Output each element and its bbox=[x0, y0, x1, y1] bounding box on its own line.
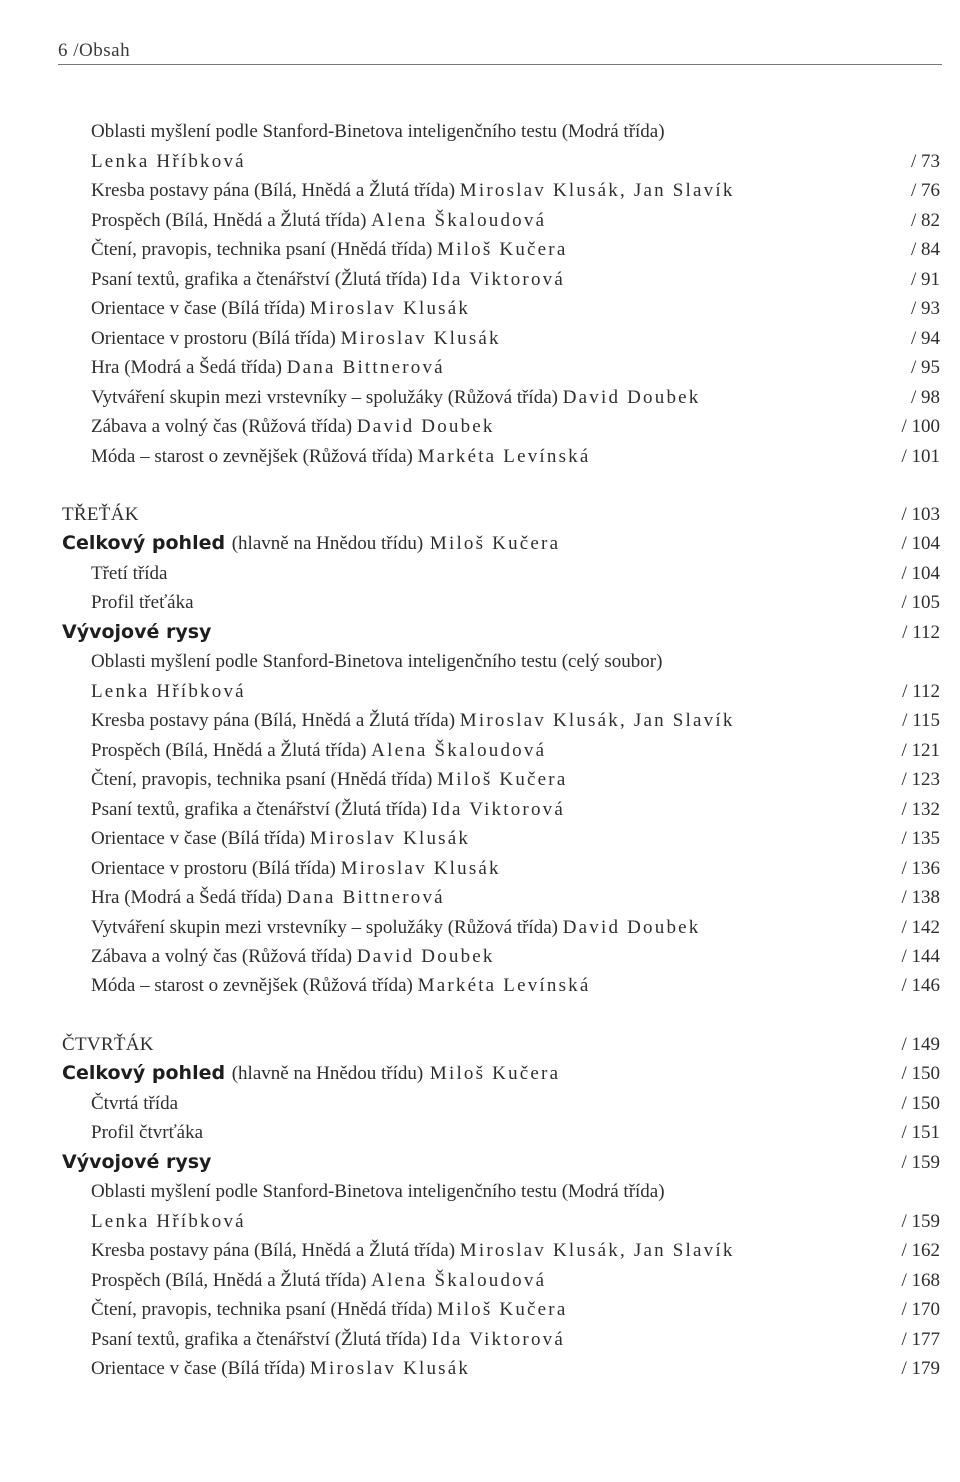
toc-entry-title: Prospěch (Bílá, Hnědá a Žlutá třída) bbox=[91, 1270, 367, 1291]
toc-entry-title: Zábava a volný čas (Růžová třída) bbox=[91, 946, 353, 967]
toc-entry-author: Miroslav Klusák bbox=[309, 1358, 471, 1379]
toc-entry-page: / 84 bbox=[910, 239, 940, 260]
toc-entry-author: Alena Škaloudová bbox=[371, 740, 547, 761]
toc-entry-page: / 94 bbox=[910, 328, 940, 349]
toc-entry-page: / 177 bbox=[901, 1329, 940, 1350]
toc-entry-page: / 168 bbox=[901, 1270, 940, 1291]
toc-entry[interactable] bbox=[0, 1295, 960, 1324]
toc-entry-author: Lenka Hříbková bbox=[91, 681, 246, 702]
page-header bbox=[58, 40, 942, 65]
toc-entry[interactable] bbox=[0, 442, 960, 471]
toc-entry-page: / 95 bbox=[910, 357, 940, 378]
toc-entry-page: / 105 bbox=[901, 592, 940, 613]
toc-entry[interactable] bbox=[0, 117, 960, 146]
toc-entry-title: Vytváření skupin mezi vrstevníky – spolužáky (Růžová třída) bbox=[91, 387, 558, 408]
toc-entry-page: / 91 bbox=[910, 269, 940, 290]
toc-entry-page: / 100 bbox=[901, 416, 940, 437]
toc-entry-page: / 151 bbox=[901, 1122, 940, 1143]
toc-entry-title: Hra (Modrá a Šedá třída) bbox=[91, 887, 282, 908]
toc-entry-title: Zábava a volný čas (Růžová třída) bbox=[91, 416, 353, 437]
toc-chapter[interactable] bbox=[0, 529, 960, 558]
toc-entry-page: / 101 bbox=[901, 446, 940, 467]
toc-entry-title: Psaní textů, grafika a čtenářství (Žlutá třída) bbox=[91, 799, 428, 820]
toc-chapter-title: Vývojové rysy bbox=[62, 1151, 212, 1173]
toc-entry[interactable] bbox=[0, 559, 960, 588]
toc-chapter[interactable] bbox=[0, 618, 960, 647]
toc-entry-page: / 135 bbox=[901, 828, 940, 849]
toc-entry-author: Miroslav Klusák bbox=[340, 328, 501, 349]
toc-chapter-subtitle: (hlavně na Hnědou třídu) bbox=[231, 1063, 424, 1084]
toc-section-heading[interactable] bbox=[0, 500, 960, 529]
toc-entry[interactable] bbox=[0, 176, 960, 205]
toc-entry[interactable] bbox=[0, 913, 960, 942]
toc-entry-author: Markéta Levínská bbox=[417, 975, 591, 996]
toc-entry-page: / 144 bbox=[901, 946, 940, 967]
toc-entry-page: / 136 bbox=[901, 858, 940, 879]
toc-entry-author: Miroslav Klusák bbox=[309, 298, 471, 319]
toc-entry-author: Lenka Hříbková bbox=[91, 151, 246, 172]
toc-entry[interactable] bbox=[0, 265, 960, 294]
toc-entry-page: / 115 bbox=[902, 710, 940, 731]
toc-section-title: ČTVRŤÁK bbox=[62, 1034, 154, 1055]
toc-entry[interactable] bbox=[0, 206, 960, 235]
toc-entry[interactable] bbox=[0, 235, 960, 264]
toc-entry-title: Kresba postavy pána (Bílá, Hnědá a Žlutá třída) bbox=[91, 180, 456, 201]
toc-entry-title: Oblasti myšlení podle Stanford-Binetova inteligenčního testu (celý soubor) bbox=[91, 651, 663, 672]
toc-chapter-title: Celkový pohled bbox=[62, 1062, 226, 1084]
toc-entry[interactable] bbox=[0, 736, 960, 765]
toc-entry-page: / 98 bbox=[910, 387, 940, 408]
toc-section-heading[interactable] bbox=[0, 1030, 960, 1059]
toc-chapter[interactable] bbox=[0, 1059, 960, 1088]
toc-entry[interactable] bbox=[0, 942, 960, 971]
toc-entry[interactable] bbox=[0, 883, 960, 912]
toc-entry-page: / 179 bbox=[901, 1358, 940, 1379]
toc-entry-page: / 112 bbox=[902, 622, 940, 643]
toc-entry-title: Orientace v čase (Bílá třída) bbox=[91, 828, 306, 849]
toc-entry-author: David Doubek bbox=[356, 416, 495, 437]
toc-entry[interactable] bbox=[0, 765, 960, 794]
toc-entry[interactable] bbox=[0, 1236, 960, 1265]
toc-entry-author: Miroslav Klusák bbox=[309, 828, 471, 849]
toc-entry-author: Miloš Kučera bbox=[437, 1299, 568, 1320]
toc-entry-author: Lenka Hříbková bbox=[91, 1211, 246, 1232]
toc-chapter-title: Celkový pohled bbox=[62, 532, 226, 554]
toc-entry[interactable] bbox=[0, 383, 960, 412]
toc-chapter-subtitle: (hlavně na Hnědou třídu) bbox=[231, 533, 424, 554]
toc-entry[interactable] bbox=[0, 147, 960, 176]
toc-entry-title: Móda – starost o zevnějšek (Růžová třída) bbox=[91, 975, 413, 996]
toc-entry[interactable] bbox=[0, 1354, 960, 1383]
toc-entry-author: Ida Viktorová bbox=[431, 1329, 565, 1350]
toc-entry[interactable] bbox=[0, 588, 960, 617]
toc-entry-page: / 104 bbox=[901, 533, 940, 554]
toc-entry-page: / 170 bbox=[901, 1299, 940, 1320]
toc-section-title: TŘEŤÁK bbox=[62, 504, 139, 525]
toc-entry-title: Třetí třída bbox=[91, 563, 168, 584]
toc-entry-page: / 142 bbox=[901, 917, 940, 938]
toc-entry-title: Orientace v prostoru (Bílá třída) bbox=[91, 328, 336, 349]
toc-entry[interactable] bbox=[0, 1177, 960, 1206]
toc-entry-title: Oblasti myšlení podle Stanford-Binetova inteligenčního testu (Modrá třída) bbox=[91, 1181, 665, 1202]
toc-entry-author: Alena Škaloudová bbox=[371, 210, 547, 231]
toc-entry-title: Oblasti myšlení podle Stanford-Binetova inteligenčního testu (Modrá třída) bbox=[91, 121, 665, 142]
toc-entry-page: / 150 bbox=[901, 1063, 940, 1084]
toc-entry-title: Čtení, pravopis, technika psaní (Hnědá třída) bbox=[91, 239, 433, 260]
toc-entry-title: Čtení, pravopis, technika psaní (Hnědá třída) bbox=[91, 769, 433, 790]
toc-entry-page: / 82 bbox=[910, 210, 940, 231]
toc-entry-page: / 162 bbox=[901, 1240, 940, 1261]
toc-entry-page: / 138 bbox=[901, 887, 940, 908]
toc-entry-title: Móda – starost o zevnějšek (Růžová třída) bbox=[91, 446, 413, 467]
toc-entry-author: Dana Bittnerová bbox=[286, 887, 445, 908]
toc-entry-page: / 93 bbox=[910, 298, 940, 319]
toc-entry-page: / 150 bbox=[901, 1093, 940, 1114]
toc-entry[interactable] bbox=[0, 353, 960, 382]
toc-entry-title: Kresba postavy pána (Bílá, Hnědá a Žlutá třída) bbox=[91, 1240, 456, 1261]
toc-entry-title: Hra (Modrá a Šedá třída) bbox=[91, 357, 282, 378]
toc-entry-page: / 112 bbox=[902, 681, 940, 702]
toc-entry-author: Miroslav Klusák, Jan Slavík bbox=[459, 1240, 735, 1261]
toc-entry-title: Prospěch (Bílá, Hnědá a Žlutá třída) bbox=[91, 740, 367, 761]
page-number-and-section: 6 /Obsah bbox=[58, 40, 131, 61]
toc-entry[interactable] bbox=[0, 1089, 960, 1118]
toc-entry-page: / 132 bbox=[901, 799, 940, 820]
toc-entry-author: David Doubek bbox=[562, 917, 701, 938]
toc-entry[interactable] bbox=[0, 677, 960, 706]
toc-entry-author: Dana Bittnerová bbox=[286, 357, 445, 378]
toc-entry-author: David Doubek bbox=[562, 387, 701, 408]
toc-entry-page: / 104 bbox=[901, 563, 940, 584]
toc-entry[interactable] bbox=[0, 706, 960, 735]
toc-entry-page: / 159 bbox=[901, 1211, 940, 1232]
toc-entry-title: Orientace v čase (Bílá třída) bbox=[91, 1358, 306, 1379]
toc-entry-page: / 121 bbox=[901, 740, 940, 761]
toc-entry[interactable] bbox=[0, 971, 960, 1000]
toc-entry-title: Profil třeťáka bbox=[91, 592, 194, 613]
toc-entry-author: Miloš Kučera bbox=[437, 239, 568, 260]
toc-entry-page: / 123 bbox=[901, 769, 940, 790]
toc-entry-title: Psaní textů, grafika a čtenářství (Žlutá třída) bbox=[91, 269, 428, 290]
toc-entry-author: Alena Škaloudová bbox=[371, 1270, 547, 1291]
toc-entry-page: / 146 bbox=[901, 975, 940, 996]
toc-entry-author: Miroslav Klusák, Jan Slavík bbox=[459, 710, 735, 731]
toc-entry[interactable] bbox=[0, 824, 960, 853]
toc-entry[interactable] bbox=[0, 324, 960, 353]
toc-entry-page: / 159 bbox=[901, 1152, 940, 1173]
toc-chapter-title: Vývojové rysy bbox=[62, 621, 212, 643]
toc-entry[interactable] bbox=[0, 412, 960, 441]
toc-entry-title: Orientace v prostoru (Bílá třída) bbox=[91, 858, 336, 879]
toc-entry-author: Miloš Kučera bbox=[437, 769, 568, 790]
toc-entry[interactable] bbox=[0, 1266, 960, 1295]
toc-entry-author: Miloš Kučera bbox=[429, 1063, 561, 1084]
toc-entry[interactable] bbox=[0, 1118, 960, 1147]
toc-entry-author: Ida Viktorová bbox=[431, 269, 565, 290]
toc-entry-title: Vytváření skupin mezi vrstevníky – spolužáky (Růžová třída) bbox=[91, 917, 558, 938]
toc-entry-title: Profil čtvrťáka bbox=[91, 1122, 204, 1143]
toc-entry[interactable] bbox=[0, 294, 960, 323]
toc-entry-author: Markéta Levínská bbox=[417, 446, 591, 467]
toc-entry-author: Miloš Kučera bbox=[429, 533, 561, 554]
toc-entry-title: Psaní textů, grafika a čtenářství (Žlutá třída) bbox=[91, 1329, 428, 1350]
toc-entry[interactable] bbox=[0, 1325, 960, 1354]
toc-entry-title: Čtení, pravopis, technika psaní (Hnědá třída) bbox=[91, 1299, 433, 1320]
toc-entry-title: Orientace v čase (Bílá třída) bbox=[91, 298, 306, 319]
toc-entry-page: / 73 bbox=[910, 151, 940, 172]
toc-entry-page: / 149 bbox=[901, 1034, 940, 1055]
toc-entry-title: Kresba postavy pána (Bílá, Hnědá a Žlutá třída) bbox=[91, 710, 456, 731]
toc-entry-page: / 76 bbox=[910, 180, 940, 201]
toc-entry[interactable] bbox=[0, 854, 960, 883]
toc-entry[interactable] bbox=[0, 647, 960, 676]
toc-entry-title: Prospěch (Bílá, Hnědá a Žlutá třída) bbox=[91, 210, 367, 231]
toc-entry-author: Miroslav Klusák, Jan Slavík bbox=[459, 180, 735, 201]
toc-entry-author: Ida Viktorová bbox=[431, 799, 565, 820]
toc-entry-author: David Doubek bbox=[356, 946, 495, 967]
toc-entry-title: Čtvrtá třída bbox=[91, 1093, 179, 1114]
toc-entry-author: Miroslav Klusák bbox=[340, 858, 501, 879]
toc-chapter[interactable] bbox=[0, 1148, 960, 1177]
toc-entry[interactable] bbox=[0, 795, 960, 824]
toc-entry[interactable] bbox=[0, 1207, 960, 1236]
toc-entry-page: / 103 bbox=[901, 504, 940, 525]
